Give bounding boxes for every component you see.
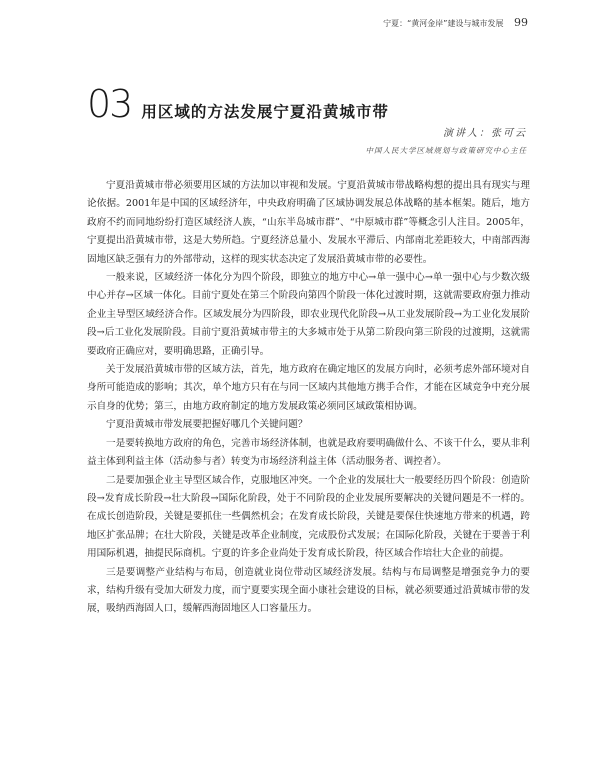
paragraph: 一般来说，区域经济一体化分为四个阶段，即独立的地方中心→单一强中心→单一强中心与少数次级中心并存→区域一体化。目前宁夏处在第三个阶段向第四个阶段一体化过渡时期，这就需要政府强力推动企业主导型区域经济合作。区域发展分为四阶段，即农业现代化阶段→从工业发展阶段→为工业化发展阶段→后工业化发展阶段。目前宁夏沿黄城市带主的大多城市处于从第二阶段向第三阶段的过渡期，这就需要政府正确应对，要明确思路，正确引导。 bbox=[87, 272, 530, 357]
running-header bbox=[300, 16, 528, 29]
speaker-affiliation: 中国人民大学区域规划与政策研究中心主任 bbox=[365, 146, 527, 155]
chapter-heading bbox=[87, 82, 540, 126]
paragraph: 宁夏沿黄城市带发展要把握好哪几个关键问题？ bbox=[106, 419, 308, 431]
page-number: 99 bbox=[514, 16, 528, 29]
paragraph: 宁夏沿黄城市带必须要用区域的方法加以审视和发展。宁夏沿黄城市带战略构想的提出具有现实与理论依据。2001年是中国的区域经济年，中央政府明确了区域协调发展总体战略的基本框架。随后，地方政府不约而同地纷纷打造区域经济人族，“山东半岛城市群”、“中原城市群”等概念引人注目。2005年，宁夏提出沿黄城市带，这是大势所趋。宁夏经济总量小、发展水平滞后、内部南北差距较大，中南部西海固地区缺乏强有力的外部带动，这样的现实状态决定了发展沿黄城市带的必要性。 bbox=[87, 180, 530, 265]
paragraph: 三是要调整产业结构与布局，创造就业岗位带动区域经济发展。结构与布局调整是增强竞争力的要求，结构升级有受加大研发力度，而宁夏要实现全面小康社会建设的目标，就必须要通过沿黄城市带的发展，吸纳西海固人口，缓解西海固地区人口容量压力。 bbox=[87, 566, 530, 615]
author-block bbox=[366, 124, 528, 156]
running-title: 宁夏：“黄河金岸”建设与城市发展 bbox=[383, 19, 504, 28]
paragraph: 一是要转换地方政府的角色，完善市场经济体制，也就是政府要明确做什么、不该干什么，要从非利益主体到利益主体（活动参与者）转变为市场经济利益主体（活动服务者、调控者）。 bbox=[87, 437, 530, 468]
chapter-number: 03 bbox=[87, 82, 132, 126]
paragraph: 关于发展沿黄城市带的区域方法，首先，地方政府在确定地区的发展方向时，必须考虑外部环境对自身所可能造成的影响；其次，单个地方只有在与同一区域内其他地方携手合作，才能在区域竞争中充分展示自身的优势；第三，由地方政府制定的地方发展政策必须同区域政策相协调。 bbox=[87, 364, 530, 412]
chapter-title: 用区域的方法发展宁夏沿黄城市带 bbox=[141, 103, 389, 121]
speaker-name: 演讲人：张可云 bbox=[443, 128, 527, 139]
article-body bbox=[87, 177, 530, 619]
paragraph: 二是要加强企业主导型区域合作，克服地区冲突。一个企业的发展壮大一般要经历四个阶段：创造阶段→发育成长阶段→壮大阶段→国际化阶段，处于不同阶段的企业发展所要解决的关键问题是不一样的。在成长创造阶段，关键是要抓住一些偶然机会；在发育成长阶段，关键是要保住快速地方带来的机遇，跨地区扩张品牌；在壮大阶段，关键是改革企业制度，完成股份式发展；在国际化阶段，关键在于要善于利用国际机遇，抽提民际商机。宁夏的许多企业尚处于发育成长阶段，待区域合作培壮大企业的前提。 bbox=[87, 474, 530, 560]
